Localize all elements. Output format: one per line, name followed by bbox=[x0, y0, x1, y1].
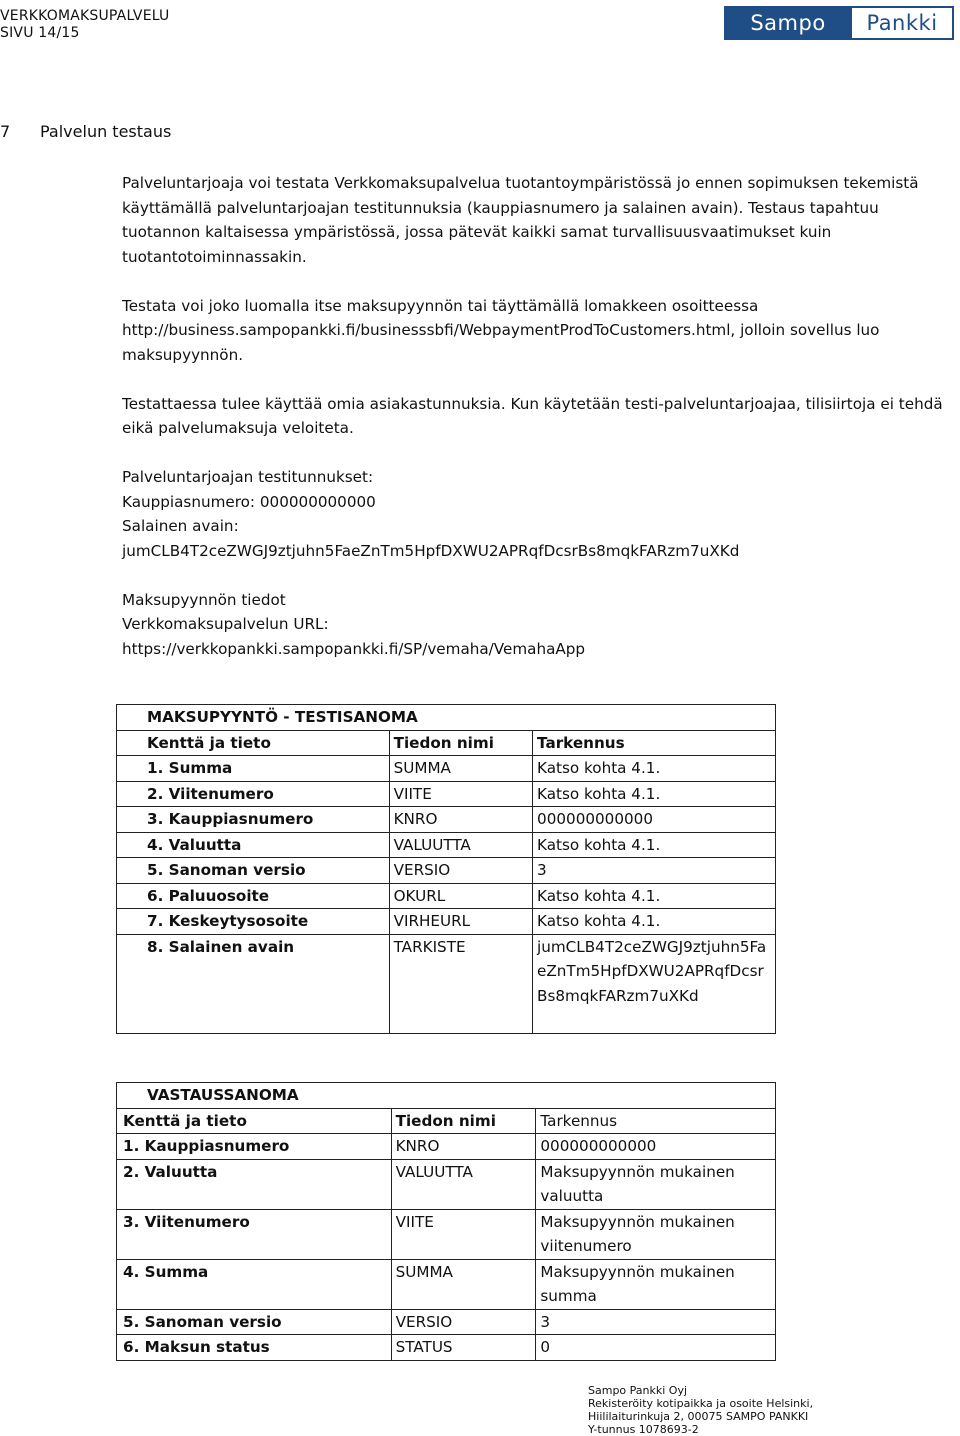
field-cell: 5. Sanoman versio bbox=[117, 1309, 392, 1335]
body-text bbox=[122, 171, 956, 661]
table-row bbox=[117, 1259, 776, 1309]
table-row bbox=[117, 909, 776, 935]
name-cell: VALUUTTA bbox=[391, 1159, 536, 1209]
table-row bbox=[117, 1159, 776, 1209]
table-row bbox=[117, 756, 776, 782]
field-cell: 7. Keskeytysosoite bbox=[117, 909, 390, 935]
field-cell: 2. Viitenumero bbox=[117, 781, 390, 807]
secret-key-value: jumCLB4T2ceZWGJ9ztjuhn5FaeZnTm5HpfDXWU2APRqfDcsrBs8mqkFARzm7uXKd bbox=[122, 541, 740, 560]
footer-business-id: Y-tunnus 1078693-2 bbox=[588, 1423, 699, 1436]
payment-info-block bbox=[122, 588, 956, 662]
sampo-pankki-logo bbox=[724, 6, 954, 40]
detail-cell: Katso kohta 4.1. bbox=[533, 883, 776, 909]
detail-cell: 000000000000 bbox=[536, 1134, 776, 1160]
field-cell: 5. Sanoman versio bbox=[117, 858, 390, 884]
field-cell: 6. Maksun status bbox=[117, 1335, 392, 1361]
name-cell: KNRO bbox=[389, 807, 532, 833]
table-row bbox=[117, 1134, 776, 1160]
page-number: SIVU 14/15 bbox=[0, 25, 80, 41]
field-cell: 1. Summa bbox=[117, 756, 390, 782]
detail-cell: Maksupyynnön mukainen valuutta bbox=[536, 1159, 776, 1209]
name-cell: STATUS bbox=[391, 1335, 536, 1361]
footer-registered-office: Rekisteröity kotipaikka ja osoite Helsinki, bbox=[588, 1397, 814, 1410]
name-cell: TARKISTE bbox=[389, 934, 532, 1033]
field-cell: 4. Summa bbox=[117, 1259, 392, 1309]
credentials-heading: Palveluntarjoajan testitunnukset: bbox=[122, 468, 374, 486]
table-row bbox=[117, 807, 776, 833]
field-cell: 2. Valuutta bbox=[117, 1159, 392, 1209]
table-row bbox=[117, 934, 776, 1033]
field-cell: 1. Kauppiasnumero bbox=[117, 1134, 392, 1160]
paragraph-customer-ids: Testattaessa tulee käyttää omia asiakastunnuksia. Kun käytetään testi-palveluntarjoajaa, tilisiirtoja ei tehdä eikä palvelumaksuja veloiteta. bbox=[122, 394, 943, 437]
name-cell: VERSIO bbox=[389, 858, 532, 884]
field-cell: 4. Valuutta bbox=[117, 832, 390, 858]
detail-cell: 3 bbox=[533, 858, 776, 884]
field-cell: 6. Paluuosoite bbox=[117, 883, 390, 909]
response-message-table bbox=[116, 1082, 776, 1361]
table-row bbox=[117, 781, 776, 807]
detail-cell: Maksupyynnön mukainen viitenumero bbox=[536, 1209, 776, 1259]
column-header: Tiedon nimi bbox=[391, 1108, 536, 1134]
name-cell: KNRO bbox=[391, 1134, 536, 1160]
secret-key-label: Salainen avain: bbox=[122, 517, 239, 535]
section-title-text: Palvelun testaus bbox=[40, 122, 172, 141]
field-cell: 8. Salainen avain bbox=[117, 934, 390, 1033]
payment-request-table bbox=[116, 704, 776, 1034]
column-header: Tiedon nimi bbox=[389, 730, 532, 756]
detail-cell: Katso kohta 4.1. bbox=[533, 909, 776, 935]
service-url: https://verkkopankki.sampopankki.fi/SP/vemaha/VemahaApp bbox=[122, 639, 586, 658]
paragraph-intro: Palveluntarjoaja voi testata Verkkomaksupalvelua tuotantoympäristössä jo ennen sopimuksen tekemistä käyttämällä palveluntarjoajan testitunnuksia (kauppiasnumero ja salainen avain). Testaus tapahtuu tuotannon kaltaisessa ympäristössä, jossa pätevät kaikki samat turvallisuusvaatimukset kuin tuotantotoiminnassakin. bbox=[122, 174, 919, 266]
name-cell: VIRHEURL bbox=[389, 909, 532, 935]
payment-info-heading: Maksupyynnön tiedot bbox=[122, 590, 286, 609]
table-row bbox=[117, 1335, 776, 1361]
name-cell: OKURL bbox=[389, 883, 532, 909]
table-row bbox=[117, 832, 776, 858]
detail-cell: Katso kohta 4.1. bbox=[533, 781, 776, 807]
table-row bbox=[117, 858, 776, 884]
detail-cell: 3 bbox=[536, 1309, 776, 1335]
company-footer bbox=[588, 1384, 813, 1436]
detail-cell: 000000000000 bbox=[533, 807, 776, 833]
name-cell: VIITE bbox=[389, 781, 532, 807]
detail-cell: 0 bbox=[536, 1335, 776, 1361]
table-row bbox=[117, 1309, 776, 1335]
column-header: Kenttä ja tieto bbox=[117, 730, 390, 756]
section-heading bbox=[0, 122, 171, 141]
service-url-label: Verkkomaksupalvelun URL: bbox=[122, 615, 329, 633]
logo-left-text: Sampo bbox=[724, 6, 852, 40]
footer-company-name: Sampo Pankki Oyj bbox=[588, 1384, 688, 1397]
detail-cell: Katso kohta 4.1. bbox=[533, 832, 776, 858]
name-cell: VERSIO bbox=[391, 1309, 536, 1335]
logo-right-text: Pankki bbox=[852, 6, 954, 40]
name-cell: SUMMA bbox=[389, 756, 532, 782]
merchant-number: Kauppiasnumero: 000000000000 bbox=[122, 492, 376, 511]
table-row bbox=[117, 1209, 776, 1259]
document-header-title: VERKKOMAKSUPALVELU bbox=[0, 8, 170, 24]
table-row bbox=[117, 883, 776, 909]
detail-cell: jumCLB4T2ceZWGJ9ztjuhn5FaeZnTm5HpfDXWU2APRqfDcsrBs8mqkFARzm7uXKd bbox=[533, 934, 776, 1033]
column-header: Tarkennus bbox=[536, 1108, 776, 1134]
footer-address: Hiililaiturinkuja 2, 00075 SAMPO PANKKI bbox=[588, 1410, 809, 1423]
paragraph-testing-form: Testata voi joko luomalla itse maksupyynnön tai täyttämällä lomakkeen osoitteessa http://business.sampopankki.fi/businesssbfi/WebpaymentProdToCustomers.html, jolloin sovellus luo maksupyynnön. bbox=[122, 296, 880, 364]
name-cell: VIITE bbox=[391, 1209, 536, 1259]
field-cell: 3. Viitenumero bbox=[117, 1209, 392, 1259]
column-header: Tarkennus bbox=[533, 730, 776, 756]
column-header: Kenttä ja tieto bbox=[117, 1108, 392, 1134]
name-cell: SUMMA bbox=[391, 1259, 536, 1309]
detail-cell: Maksupyynnön mukainen summa bbox=[536, 1259, 776, 1309]
table-title: MAKSUPYYNTÖ - TESTISANOMA bbox=[117, 705, 776, 731]
field-cell: 3. Kauppiasnumero bbox=[117, 807, 390, 833]
table-title: VASTAUSSANOMA bbox=[117, 1083, 776, 1109]
detail-cell: Katso kohta 4.1. bbox=[533, 756, 776, 782]
credentials-block bbox=[122, 465, 956, 563]
section-number: 7 bbox=[0, 122, 11, 141]
name-cell: VALUUTTA bbox=[389, 832, 532, 858]
